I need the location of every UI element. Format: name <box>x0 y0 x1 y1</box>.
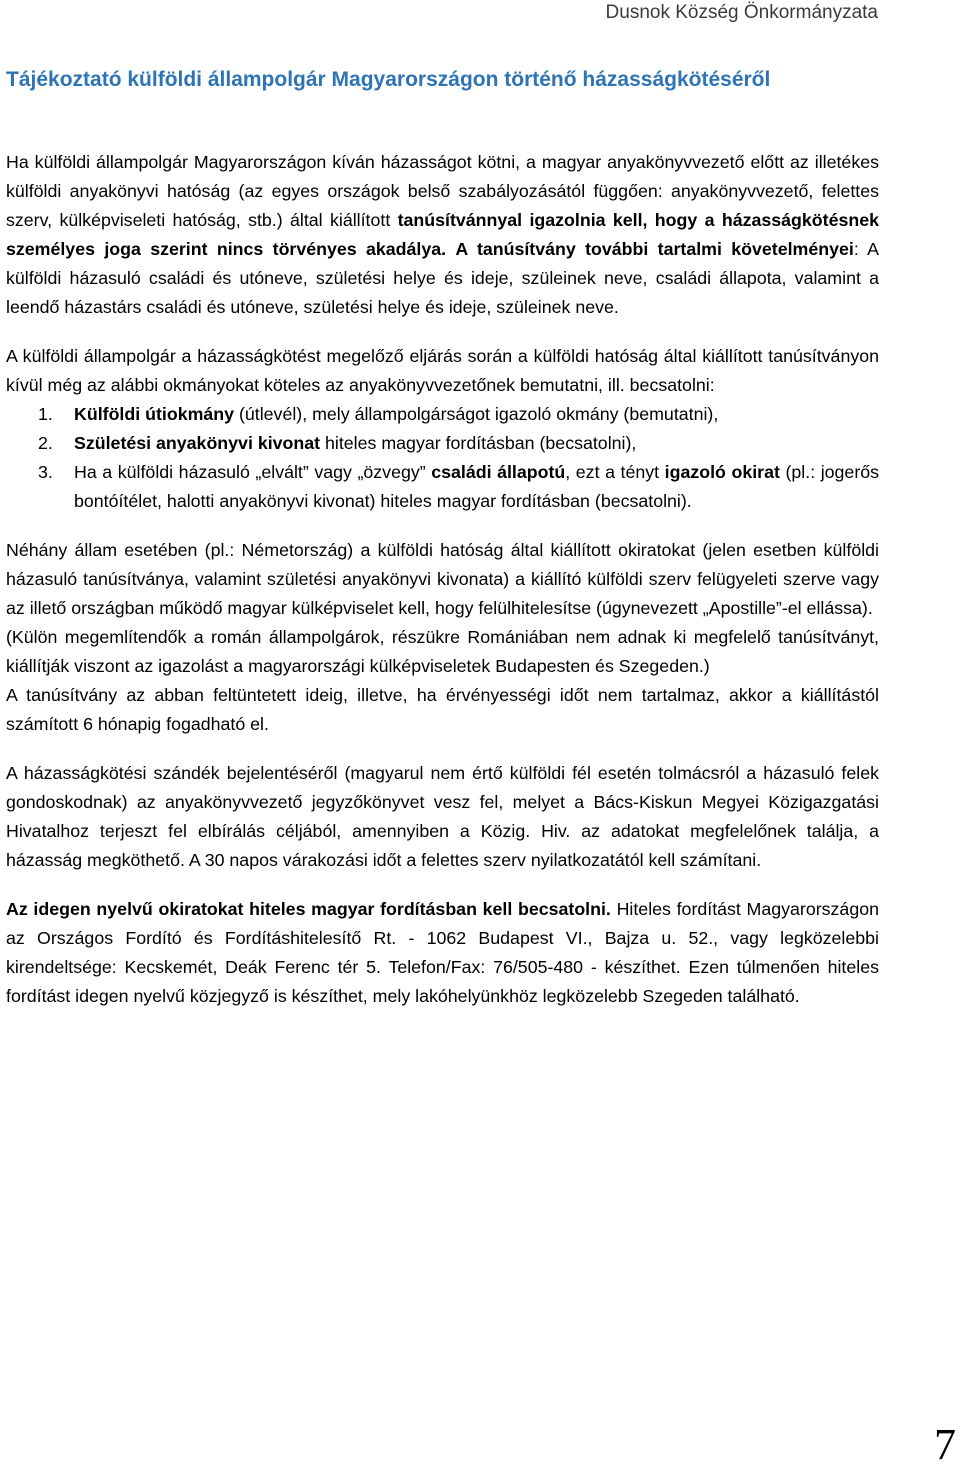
bold-translation-requirement: Az idegen nyelvű okiratokat hiteles magyar fordításban kell becsatolni. <box>6 899 611 919</box>
paragraph-text: Hiteles fordítást Magyarországon az Országos Fordító és Fordításhitelesítő Rt. - 1062 Budapest VI., Bajza u. 52., vagy legközelebbi kirendeltsége: Kecskemét, Deák Ferenc tér 5. Telefon/Fax: 76/505-480 - készíthet. Ezen túlmenően hiteles fordítást idegen nyelvű közjegyző is készíthet, mely lakóhelyünkhöz legközelebb Szegeden található. <box>6 899 879 1006</box>
list-number: 3. <box>38 462 53 482</box>
list-item: 2. Születési anyakönyvi kivonat hiteles magyar fordításban (becsatolni), <box>6 429 879 458</box>
paragraph-apostille: Néhány állam esetében (pl.: Németország) a külföldi hatóság által kiállított okiratokat (jelen esetben külföldi házasuló tanúsítványa, valamint születési anyakönyvi kivonata) a kiállító külföldi szerv felügyeleti szerve vagy az illető országban működő magyar külképviselet kell, hogy felülhitelesítse (úgynevezett „Apostille”-el ellássa). <box>6 540 879 618</box>
list-item: 3. Ha a külföldi házasuló „elvált” vagy „özvegy” családi állapotú, ezt a tényt igazoló okirat (pl.: jogerős bontóítélet, halotti anyakönyvi kivonat) hiteles magyar fordításban (becsatolni). <box>6 458 879 516</box>
paragraph-translation <box>6 895 879 1011</box>
paragraph-text: : A külföldi házasuló családi és utóneve, születési helye és ideje, szüleinek neve, családi állapota, valamint a leendő házastárs családi és utóneve, születési helye és ideje, szüleinek neve. <box>6 239 879 317</box>
paragraph-romanian-citizens: (Külön megemlítendők a román állampolgárok, részükre Romániában nem adnak ki megfelelő tanúsítványt, kiállítják viszont az igazolást a magyarországi külképviseletek Budapesten és Szegeden.) <box>6 627 879 676</box>
page-header: Dusnok Község Önkormányzata <box>605 2 878 23</box>
paragraph-validity: A tanúsítvány az abban feltüntetett ideig, illetve, ha érvényességi időt nem tartalmaz, akkor a kiállítástól számított 6 hónapig fogadható el. <box>6 685 879 734</box>
list-number: 1. <box>38 404 53 424</box>
list-item: 1. Külföldi útiokmány (útlevél), mely állampolgárságot igazoló okmány (bemutatni), <box>6 400 879 429</box>
bold-requirement: tanúsítvánnyal igazolnia kell, hogy a házasságkötésnek személyes joga szerint nincs törvényes akadálya. <box>6 210 880 259</box>
list-number: 2. <box>38 433 53 453</box>
document-body <box>6 148 879 1011</box>
page-number: 7 <box>934 1420 956 1469</box>
document-title: Tájékoztató külföldi állampolgár Magyarországon történő házasságkötéséről <box>6 68 771 91</box>
paragraph-certificate-requirement <box>6 148 879 322</box>
required-documents-list <box>6 400 879 516</box>
paragraph-documents-intro: A külföldi állampolgár a házasságkötést megelőző eljárás során a külföldi hatóság által kiállított tanúsítványon kívül még az alábbi okmányokat köteles az anyakönyvvezetőnek bemutatni, ill. becsatolni: <box>6 346 879 395</box>
paragraph-text: Ha külföldi állampolgár Magyarországon kíván házasságot kötni, a magyar anyakönyvvezető előtt az illetékes külföldi anyakönyvi hatóság (az egyes országok belső szabályozásától függően: anyakönyvvezető, felettes szerv, külképviseleti hatóság, stb.) által kiállított <box>6 152 879 230</box>
paragraph-notice-of-intent: A házasságkötési szándék bejelentéséről (magyarul nem értő külföldi fél esetén tolmácsról a házasuló felek gondoskodnak) az anyakönyvvezető jegyzőkönyvet vesz fel, melyet a Bács-Kiskun Megyei Közigazgatási Hivatalhoz terjeszt fel elbírálás céljából, amennyiben a Közig. Hiv. az adatokat megfelelőnek találja, a házasság megköthető. A 30 napos várakozási időt a felettes szerv nyilatkozatától kell számítani. <box>6 763 879 870</box>
bold-requirement-heading: A tanúsítvány további tartalmi követelményei <box>455 239 854 259</box>
